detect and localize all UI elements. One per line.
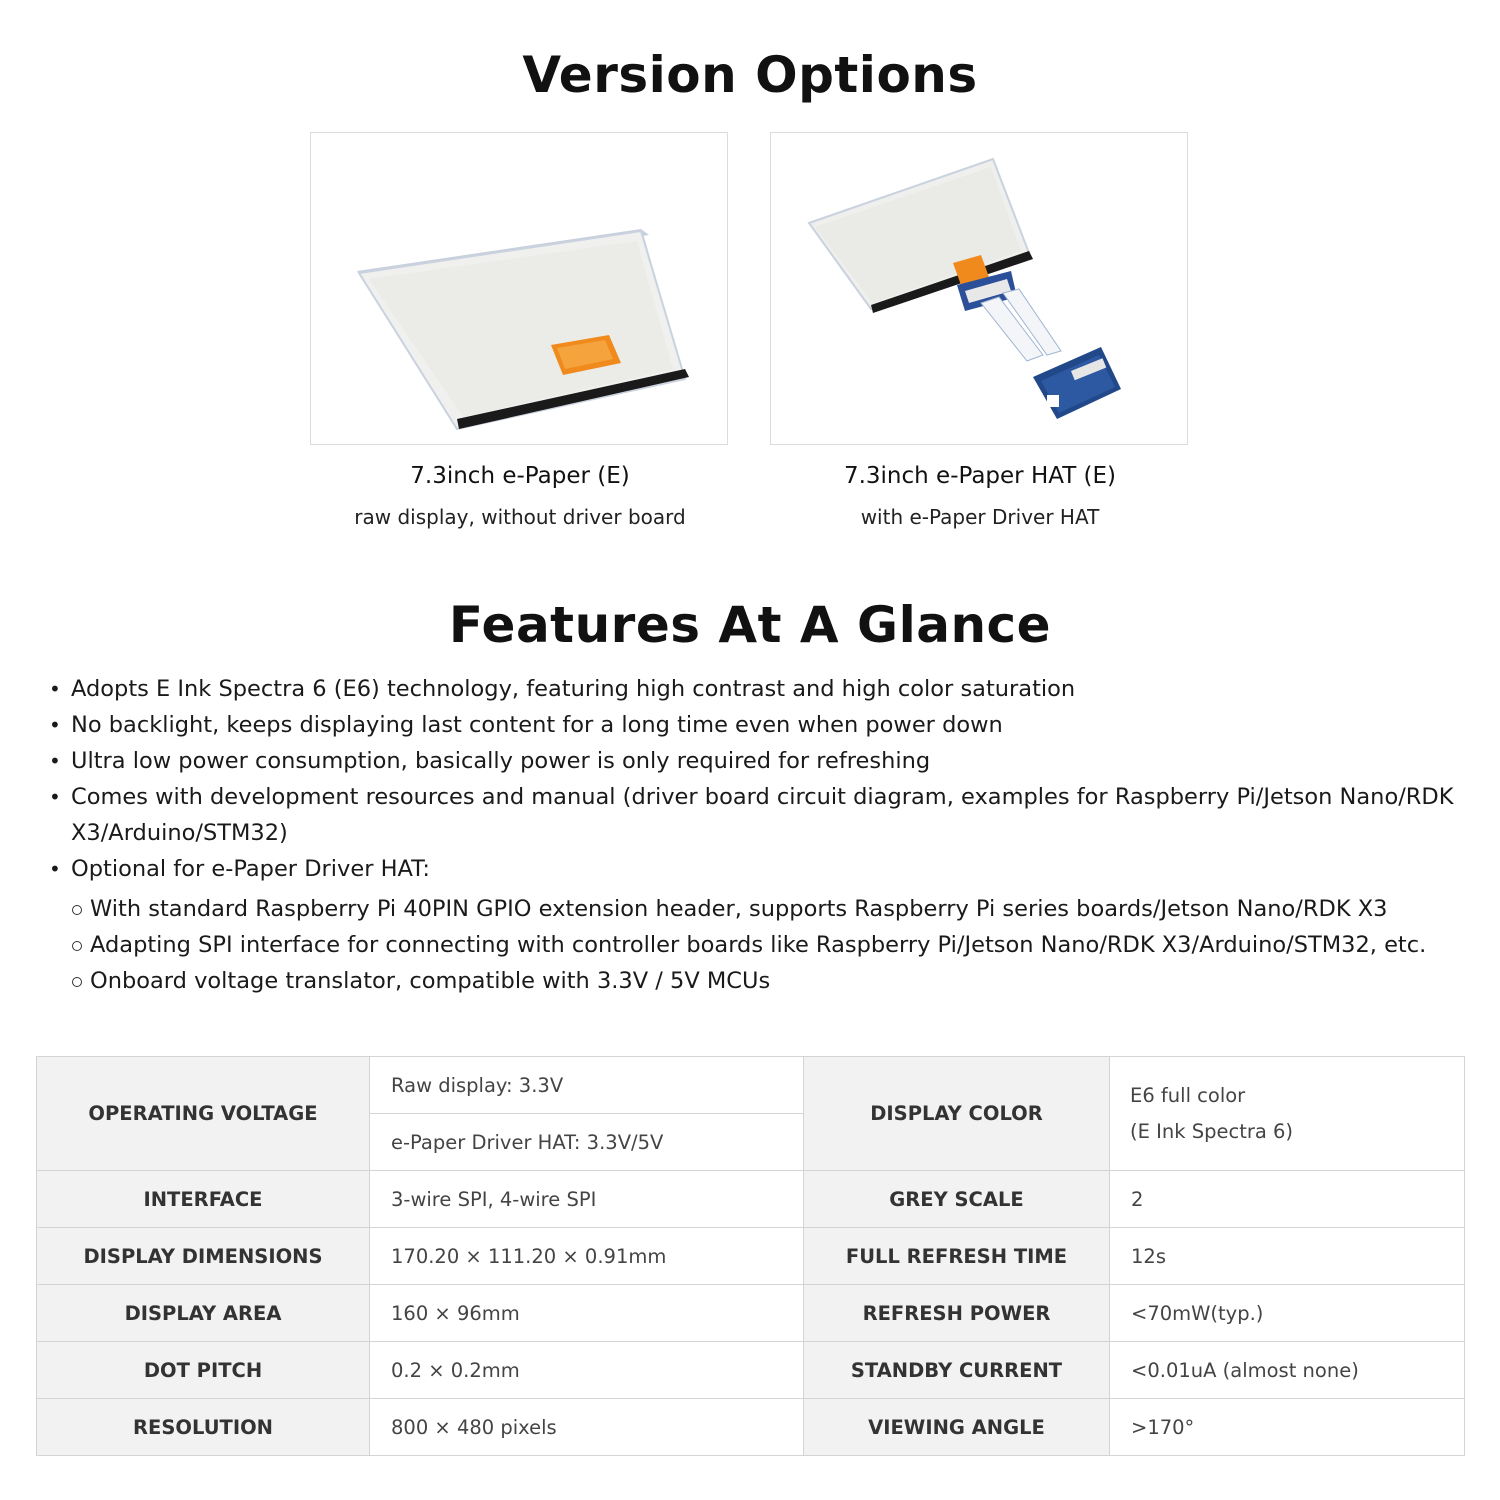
hat-product-image	[770, 132, 1188, 445]
spec-label: STANDBY CURRENT	[804, 1342, 1110, 1399]
hat-epaper-illustration	[771, 133, 1189, 446]
spec-value: 12s	[1110, 1228, 1465, 1285]
spec-label: REFRESH POWER	[804, 1285, 1110, 1342]
hat-description: with e-Paper Driver HAT	[860, 505, 1100, 529]
spec-label: DISPLAY AREA	[37, 1285, 370, 1342]
raw-display-name: 7.3inch e-Paper (E)	[410, 463, 630, 489]
spec-label: INTERFACE	[37, 1171, 370, 1228]
operating-voltage-hat-value: e-Paper Driver HAT: 3.3V/5V	[370, 1114, 804, 1171]
operating-voltage-label: OPERATING VOLTAGE	[37, 1057, 370, 1171]
feature-item: • Comes with development resources and manual (driver board circuit diagram, examples for Raspberry Pi/Jetson Nano/RDK	[71, 779, 1471, 815]
feature-item: • Optional for e-Paper Driver HAT:	[71, 851, 1471, 887]
display-color-label: DISPLAY COLOR	[804, 1057, 1110, 1171]
table-row	[37, 1342, 1465, 1399]
spec-label: FULL REFRESH TIME	[804, 1228, 1110, 1285]
hat-name: 7.3inch e-Paper HAT (E)	[843, 463, 1117, 489]
raw-display-description: raw display, without driver board	[354, 505, 686, 529]
spec-value: <0.01uA (almost none)	[1110, 1342, 1465, 1399]
spec-value: 2	[1110, 1171, 1465, 1228]
spec-value: 160 × 96mm	[370, 1285, 804, 1342]
table-row	[37, 1171, 1465, 1228]
spec-value: 3-wire SPI, 4-wire SPI	[370, 1171, 804, 1228]
sub-feature-item: With standard Raspberry Pi 40PIN GPIO extension header, supports Raspberry Pi series boards/Jetson Nano/RDK X3	[90, 891, 1480, 927]
spec-label: DOT PITCH	[37, 1342, 370, 1399]
spec-value: 800 × 480 pixels	[370, 1399, 804, 1456]
version-options-title: Version Options	[522, 46, 978, 104]
display-color-value	[1110, 1057, 1465, 1171]
spec-value: >170°	[1110, 1399, 1465, 1456]
feature-item: • No backlight, keeps displaying last content for a long time even when power down	[71, 707, 1471, 743]
spec-value: 0.2 × 0.2mm	[370, 1342, 804, 1399]
table-row	[37, 1057, 1465, 1114]
raw-display-product-image	[310, 132, 728, 445]
features-title: Features At A Glance	[448, 596, 1052, 654]
display-color-line2: (E Ink Spectra 6)	[1130, 1119, 1294, 1143]
feature-item-continued: X3/Arduino/STM32)	[71, 820, 288, 846]
table-row	[37, 1228, 1465, 1285]
spec-value: <70mW(typ.)	[1110, 1285, 1465, 1342]
spec-value: 170.20 × 111.20 × 0.91mm	[370, 1228, 804, 1285]
operating-voltage-raw-value: Raw display: 3.3V	[370, 1057, 804, 1114]
table-row	[37, 1399, 1465, 1456]
sub-feature-item: Adapting SPI interface for connecting with controller boards like Raspberry Pi/Jetson Nano/RDK X3/Arduino/STM32, etc.	[90, 927, 1480, 963]
spec-label: VIEWING ANGLE	[804, 1399, 1110, 1456]
spec-label: GREY SCALE	[804, 1171, 1110, 1228]
display-color-line1: E6 full color	[1130, 1083, 1246, 1107]
spec-label: RESOLUTION	[37, 1399, 370, 1456]
table-row	[37, 1285, 1465, 1342]
feature-item: • Ultra low power consumption, basically power is only required for refreshing	[71, 743, 1471, 779]
specifications-table	[36, 1056, 1465, 1456]
feature-item: • Adopts E Ink Spectra 6 (E6) technology, featuring high contrast and high color saturation	[71, 671, 1471, 707]
spec-label: DISPLAY DIMENSIONS	[37, 1228, 370, 1285]
sub-feature-item: Onboard voltage translator, compatible with 3.3V / 5V MCUs	[90, 963, 1480, 999]
raw-epaper-illustration	[311, 133, 729, 446]
